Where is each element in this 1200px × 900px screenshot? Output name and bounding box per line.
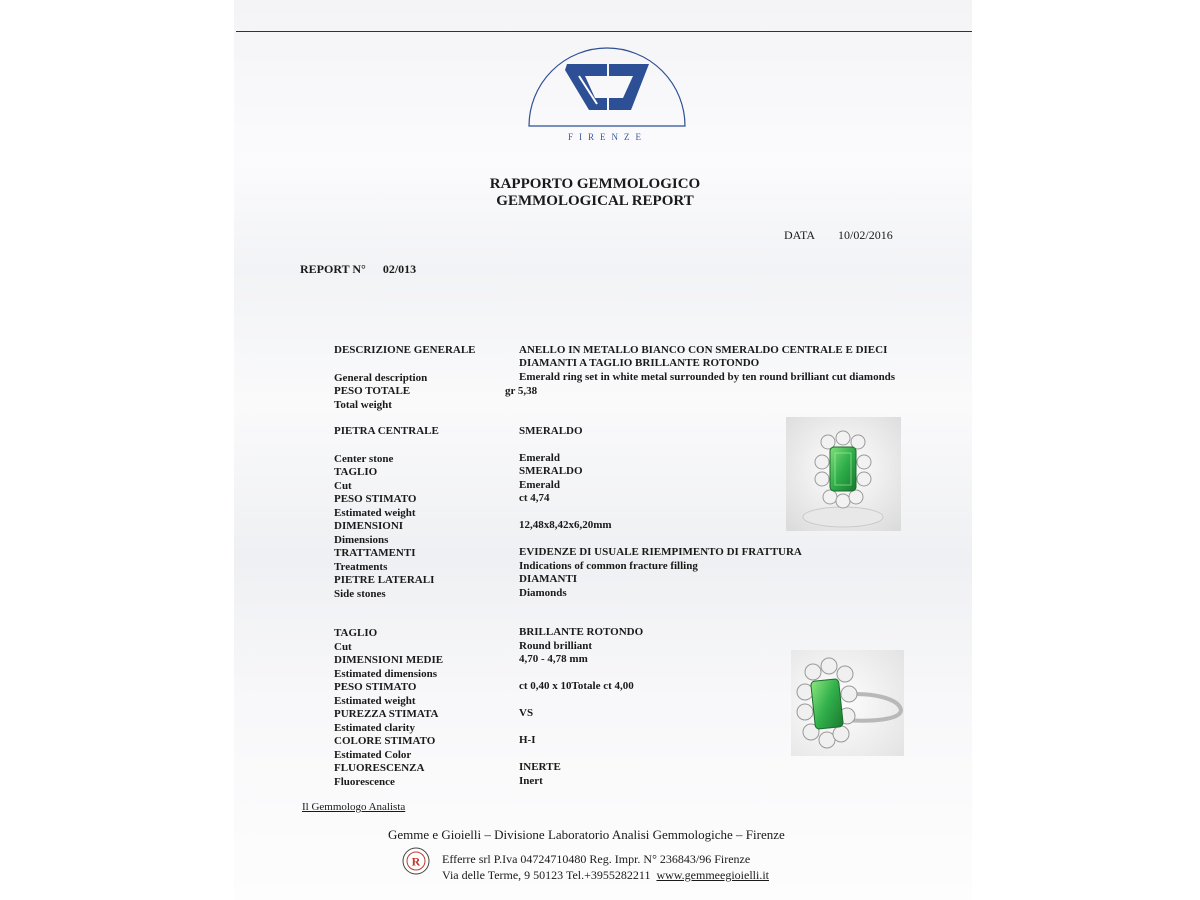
date-field	[784, 228, 893, 243]
title-english: GEMMOLOGICAL REPORT	[496, 193, 694, 209]
seal-icon	[402, 847, 430, 875]
taglio-label: TAGLIO	[334, 466, 378, 478]
est-weight2-label: Estimated weight	[334, 695, 416, 707]
est-weight-label: Estimated weight	[334, 507, 416, 519]
peso-stimato-value: ct 4,74	[519, 492, 550, 504]
ring-photo-top	[786, 417, 901, 531]
general-value: Emerald ring set in white metal surrounded by ten round brilliant cut diamonds	[519, 371, 896, 383]
taglio2-value: BRILLANTE ROTONDO	[519, 626, 644, 638]
clarity-label: Estimated clarity	[334, 722, 415, 734]
side-label: Side stones	[334, 588, 386, 600]
descrizione-value-1: ANELLO IN METALLO BIANCO CON SMERALDO CENTRALE E DIECI	[519, 344, 888, 356]
pietra-value: SMERALDO	[519, 425, 583, 437]
center-value: Emerald	[519, 452, 560, 464]
top-rule	[236, 31, 972, 32]
total-weight-label: Total weight	[334, 399, 392, 411]
logo-subtitle: FIRENZE	[568, 132, 647, 142]
trattamenti-label: TRATTAMENTI	[334, 547, 416, 559]
dim-medie-value: 4,70 - 4,78 mm	[519, 653, 588, 665]
date-value: 10/02/2016	[838, 228, 893, 242]
dimensioni-value: 12,48x8,42x6,20mm	[519, 519, 612, 531]
colore-value: H-I	[519, 734, 536, 746]
est-dim-label: Estimated dimensions	[334, 668, 437, 680]
taglio-value: SMERALDO	[519, 465, 583, 477]
treatments-value: Indications of common fracture filling	[519, 560, 698, 572]
color-label: Estimated Color	[334, 749, 412, 761]
footer-address	[442, 851, 769, 883]
peso2-label: PESO STIMATO	[334, 681, 417, 693]
report-number: 02/013	[382, 262, 417, 276]
footer-address-text: Via delle Terme, 9 50123 Tel.+3955282211	[442, 868, 651, 882]
colore-label: COLORE STIMATO	[334, 735, 436, 747]
cut-value: Emerald	[519, 479, 560, 491]
fluorescence-label: Fluorescence	[334, 776, 395, 788]
cut2-label: Cut	[334, 641, 352, 653]
date-label: DATA	[784, 228, 816, 242]
purezza-value: VS	[519, 707, 534, 719]
dimensioni-label: DIMENSIONI	[334, 520, 404, 532]
footer-company-line: Efferre srl P.Iva 04724710480 Reg. Impr. N° 236843/96 Firenze	[442, 852, 751, 866]
website-link[interactable]: www.gemmeegioielli.it	[656, 868, 769, 882]
report-label: REPORT N°	[300, 262, 366, 276]
gg-logo	[527, 40, 687, 128]
dim-medie-label: DIMENSIONI MEDIE	[334, 654, 444, 666]
peso2-value: ct 0,40 x 10Totale ct 4,00	[519, 680, 634, 692]
descrizione-value-2: DIAMANTI A TAGLIO BRILLANTE ROTONDO	[519, 357, 760, 369]
taglio2-label: TAGLIO	[334, 627, 378, 639]
fluorescence-value: Inert	[519, 775, 543, 787]
treatments-label: Treatments	[334, 561, 388, 573]
side-value: Diamonds	[519, 587, 567, 599]
peso-totale-label: PESO TOTALE	[334, 385, 411, 397]
pietra-label: PIETRA CENTRALE	[334, 425, 439, 437]
peso-stimato-label: PESO STIMATO	[334, 493, 417, 505]
cut2-value: Round brilliant	[519, 640, 593, 652]
pietre-value: DIAMANTI	[519, 573, 578, 585]
signature-label: Il Gemmologo Analista	[302, 801, 406, 813]
center-label: Center stone	[334, 453, 394, 465]
peso-totale-value: gr 5,38	[505, 385, 538, 397]
footer-contact-line	[442, 867, 769, 883]
dimensions-label: Dimensions	[334, 534, 389, 546]
footer-division: Gemme e Gioielli – Divisione Laboratorio Analisi Gemmologiche – Firenze	[388, 827, 785, 842]
purezza-label: PUREZZA STIMATA	[334, 708, 439, 720]
report-number-field	[300, 262, 416, 277]
fluo-value: INERTE	[519, 761, 561, 773]
cut-label: Cut	[334, 480, 352, 492]
seal-letter: R	[411, 854, 421, 869]
title-italian: RAPPORTO GEMMOLOGICO	[489, 176, 701, 192]
fluo-label: FLUORESCENZA	[334, 762, 425, 774]
descrizione-label: DESCRIZIONE GENERALE	[334, 344, 476, 356]
pietre-label: PIETRE LATERALI	[334, 574, 435, 586]
ring-photo-side	[791, 650, 904, 756]
trattamenti-value: EVIDENZE DI USUALE RIEMPIMENTO DI FRATTURA	[519, 546, 802, 558]
general-label: General description	[334, 372, 428, 384]
